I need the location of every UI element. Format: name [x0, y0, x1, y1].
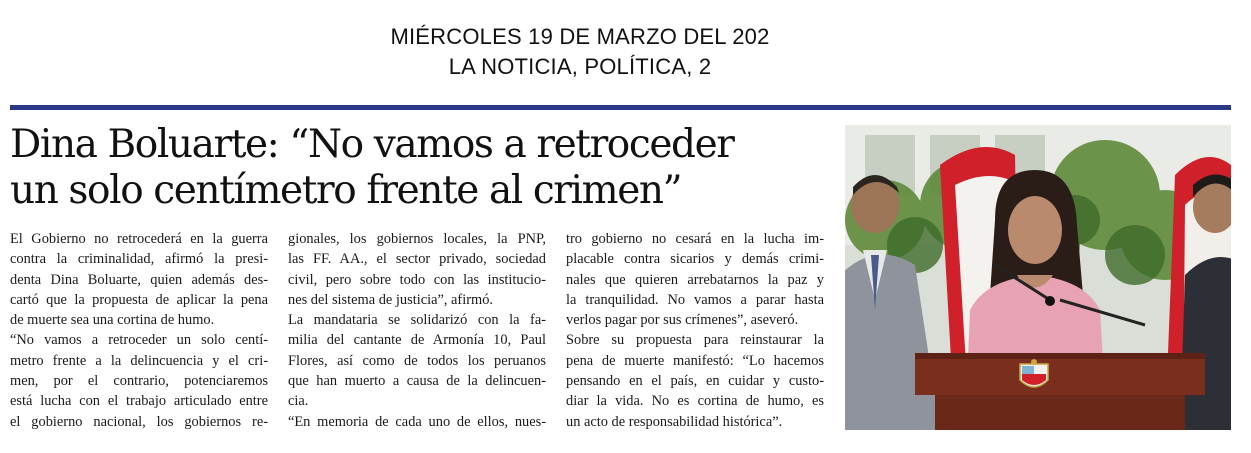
- body-line: gionales, los gobiernos locales, la PNP,: [288, 231, 546, 247]
- body-line: pensando en el país, en cuidar y custo-: [566, 373, 824, 390]
- headline: [10, 122, 830, 214]
- body-line: la tranquilidad. No vamos a parar hasta: [566, 291, 824, 308]
- body-line: las FF. AA., el sector privado, sociedad: [288, 251, 546, 268]
- news-photo: [845, 125, 1231, 430]
- body-line: men, por el contrario, potenciaremos: [10, 373, 268, 390]
- section-line: LA NOTICIA, POLÍTICA, 2: [448, 54, 712, 79]
- body-line: Flores, así como de todos los peruanos: [288, 352, 546, 369]
- body-line: diar la vida. No es cortina de humo, es: [566, 393, 824, 410]
- header-rule: [10, 105, 1231, 110]
- body-line: La mandataria se solidarizó con la fa-: [288, 312, 546, 329]
- body-line: placable contra sicarios y demás crimi-: [566, 251, 824, 268]
- body-line: “En memoria de cada uno de ellos, nues-: [288, 413, 546, 430]
- body-line: El Gobierno no retrocederá en la guerra: [10, 231, 268, 247]
- body-line: cia.: [288, 393, 309, 410]
- body-line: tro gobierno no cesará en la lucha im-: [566, 231, 824, 247]
- body-line: civil, pero sobre todo con las institucio-: [288, 271, 546, 288]
- body-line: denta Dina Boluarte, quien además des-: [10, 271, 268, 288]
- body-line: el gobierno nacional, los gobiernos re-: [10, 413, 268, 430]
- body-line: nes del sistema de justicia”, afirmó.: [288, 291, 494, 308]
- date-line: MIÉRCOLES 19 DE MARZO DEL 202: [390, 24, 770, 49]
- body-line: está lucha con el trabajo articulado entre: [10, 393, 268, 410]
- body-line: “No vamos a retroceder un solo centí-: [10, 332, 268, 349]
- body-line: nales que quieren arrebatarnos la paz y: [566, 271, 824, 288]
- body-line: contra la criminalidad, afirmó la presi-: [10, 251, 268, 268]
- article-column-3: [566, 229, 824, 432]
- body-line: un acto de responsabilidad histórica”.: [566, 413, 783, 430]
- article-column-1: [10, 229, 268, 432]
- body-line: de muerte sea una cortina de humo.: [10, 312, 215, 329]
- body-line: pena de muerte manifestó: “Lo hacemos: [566, 352, 824, 369]
- body-line: que han muerto a causa de la delincuen-: [288, 373, 546, 390]
- body-line: metro frente a la delincuencia y el cri-: [10, 352, 268, 369]
- body-line: Sobre su propuesta para reinstaurar la: [566, 332, 824, 349]
- article-column-2: [288, 229, 546, 432]
- body-line: verlos pagar por sus crímenes”, aseveró.: [566, 312, 799, 329]
- headline-line: Dina Boluarte: “No vamos a retroceder: [10, 122, 734, 167]
- body-line: milia del cantante de Armonía 10, Paul: [288, 332, 546, 349]
- headline-line: un solo centímetro frente al crimen”: [10, 168, 682, 213]
- body-line: cartó que la propuesta de aplicar la pena: [10, 291, 268, 308]
